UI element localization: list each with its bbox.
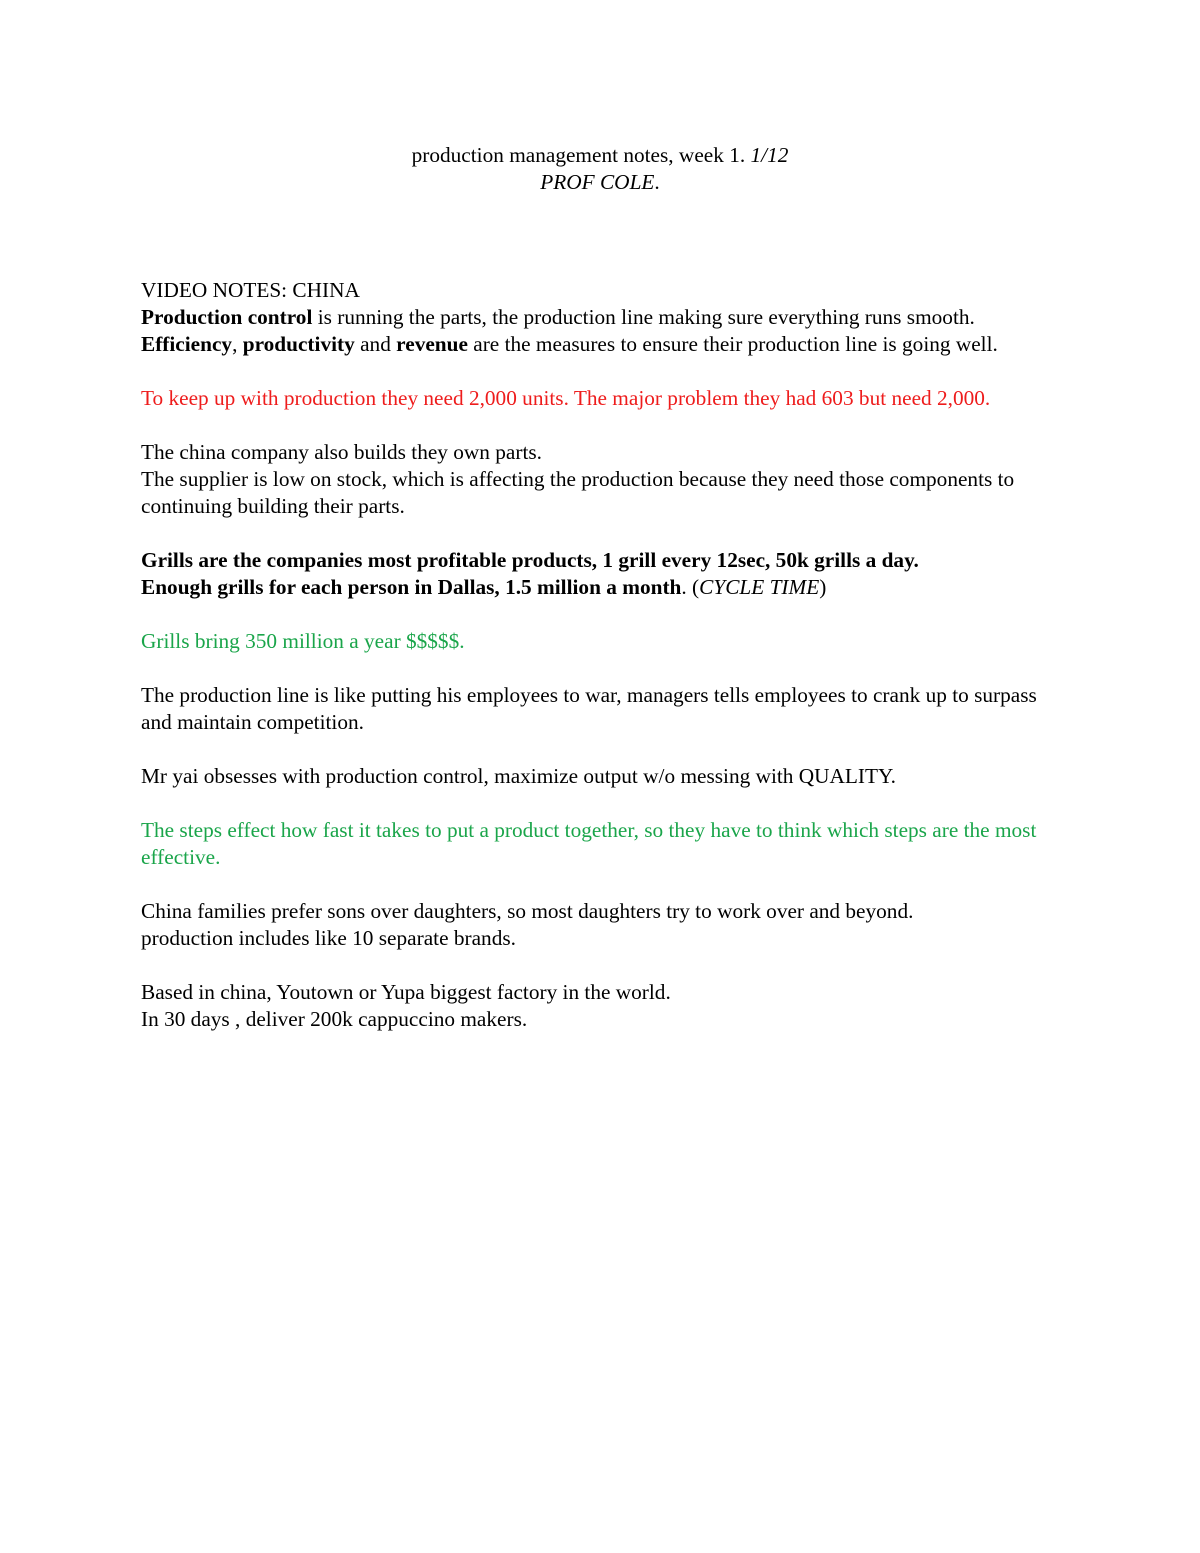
term-production-control: Production control xyxy=(141,305,313,329)
paragraph-text: is running the parts, the production line making sure everything runs smooth. xyxy=(312,305,975,329)
grills-profitable-text: Grills are the companies most profitable products, 1 grill every 12sec, 50k grills a day. xyxy=(141,548,919,572)
header-professor-line xyxy=(0,169,1200,196)
header-professor-period: . xyxy=(654,170,660,194)
grills-dallas-text: Enough grills for each person in Dallas, 1.5 million a month xyxy=(141,575,682,599)
paragraph-mr-yai: Mr yai obsesses with production control, maximize output w/o messing with QUALITY. xyxy=(141,764,896,788)
paragraph-measures xyxy=(141,331,1071,358)
paragraph-families: China families prefer sons over daughters, so most daughters try to work over and beyond. xyxy=(141,899,914,923)
header-professor: PROF COLE xyxy=(540,170,655,194)
header-title: production management notes, week 1. xyxy=(411,143,746,167)
section-heading: VIDEO NOTES: CHINA xyxy=(141,278,360,302)
term-revenue: revenue xyxy=(396,332,468,356)
term-efficiency: Efficiency xyxy=(141,332,233,356)
paragraph-grills-cycle-time xyxy=(141,547,1071,601)
cycle-time-label: CYCLE TIME xyxy=(699,575,820,599)
paragraph-production-control xyxy=(141,304,1071,331)
document-body xyxy=(141,277,1071,1033)
paragraph-steps: The steps effect how fast it takes to put a product together, so they have to think which steps are the most effective. xyxy=(141,818,1037,869)
cycle-time-open: . ( xyxy=(681,575,700,599)
paragraph-cappuccino: In 30 days , deliver 200k cappuccino makers. xyxy=(141,1007,528,1031)
separator: and xyxy=(354,332,397,356)
cycle-time-close: ) xyxy=(819,575,827,599)
paragraph-supplier: The supplier is low on stock, which is affecting the production because they need those components to continuing building their parts. xyxy=(141,467,1015,518)
term-productivity: productivity xyxy=(242,332,355,356)
paragraph-own-parts: The china company also builds they own parts. xyxy=(141,440,543,464)
document-header xyxy=(0,142,1200,196)
paragraph-units-problem: To keep up with production they need 2,000 units. The major problem they had 603 but need 2,000. xyxy=(141,386,991,410)
separator: , xyxy=(232,332,243,356)
paragraph-text: are the measures to ensure their production line is going well. xyxy=(467,332,998,356)
paragraph-grills-revenue: Grills bring 350 million a year $$$$$. xyxy=(141,629,465,653)
header-date: 1/12 xyxy=(750,143,789,167)
paragraph-based-in-china: Based in china, Youtown or Yupa biggest factory in the world. xyxy=(141,980,671,1004)
header-title-line xyxy=(0,142,1200,169)
paragraph-production-war: The production line is like putting his employees to war, managers tells employees to crank up to surpass and maintain competition. xyxy=(141,683,1037,734)
paragraph-brands: production includes like 10 separate brands. xyxy=(141,926,516,950)
